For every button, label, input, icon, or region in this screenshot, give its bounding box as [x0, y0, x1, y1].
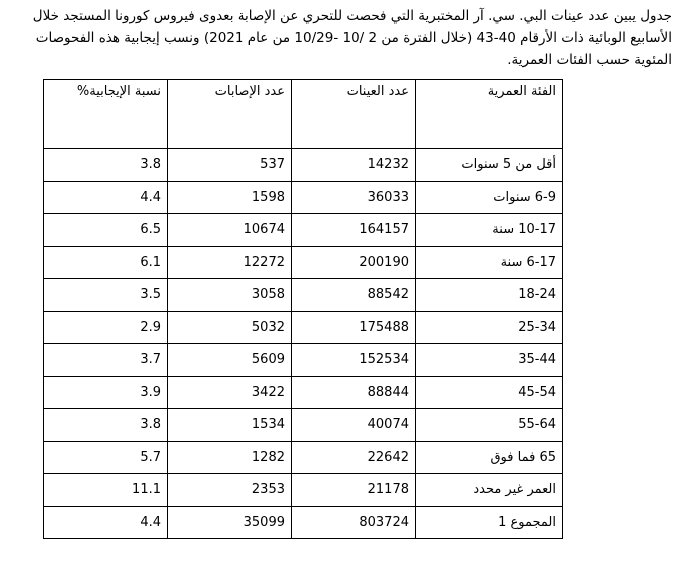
samples-cell: 40074: [292, 409, 416, 442]
positivity-cell: 6.5: [44, 214, 168, 247]
positivity-cell: 6.1: [44, 246, 168, 279]
cases-cell: 10674: [168, 214, 292, 247]
table-row: [44, 409, 563, 442]
caption-line: المئوية حسب الفئات العمرية.: [507, 52, 672, 68]
positivity-cell: 4.4: [44, 181, 168, 214]
table-caption: [32, 5, 672, 71]
age-group-cell: 18-24: [416, 279, 563, 312]
table-row-total: [44, 506, 563, 539]
age-group-cell: 55-64: [416, 409, 563, 442]
samples-cell: 88542: [292, 279, 416, 312]
age-group-cell: 6-17 سنة: [416, 246, 563, 279]
header-cases: عدد الإصابات: [168, 80, 292, 149]
caption-line: جدول يبين عدد عينات البي. سي. آر المختبرية التي فحصت للتحري عن الإصابة بعدوى فيروس كورونا المستجد خلال: [32, 8, 672, 24]
samples-cell: 21178: [292, 474, 416, 507]
table-header-row: [44, 80, 563, 149]
table-row: [44, 181, 563, 214]
samples-cell: 36033: [292, 181, 416, 214]
table-row: [44, 149, 563, 182]
age-group-cell: 25-34: [416, 311, 563, 344]
table-row: [44, 246, 563, 279]
positivity-cell: 3.7: [44, 344, 168, 377]
cases-cell: 5032: [168, 311, 292, 344]
age-group-cell: المجموع 1: [416, 506, 563, 539]
cases-cell: 1598: [168, 181, 292, 214]
samples-cell: 152534: [292, 344, 416, 377]
positivity-cell: 2.9: [44, 311, 168, 344]
cases-cell: 1534: [168, 409, 292, 442]
positivity-cell: 5.7: [44, 441, 168, 474]
table-row: [44, 279, 563, 312]
age-group-cell: 6-9 سنوات: [416, 181, 563, 214]
age-group-cell: 45-54: [416, 376, 563, 409]
cases-cell: 3058: [168, 279, 292, 312]
header-positivity: نسبة الإيجابية%: [44, 80, 168, 149]
age-group-cell: العمر غير محدد: [416, 474, 563, 507]
table-row: [44, 344, 563, 377]
table-row: [44, 376, 563, 409]
header-age-group: الفئة العمرية: [416, 80, 563, 149]
positivity-cell: 3.8: [44, 409, 168, 442]
cases-cell: 12272: [168, 246, 292, 279]
table-row: [44, 441, 563, 474]
cases-cell: 2353: [168, 474, 292, 507]
caption-line: الأسابيع الوبائية ذات الأرقام 40-43 (خلال الفترة من 2 /10 -10/29 من عام 2021) ونسب إيجابية هذه الفحوصات: [35, 30, 672, 46]
samples-cell: 14232: [292, 149, 416, 182]
cases-cell: 3422: [168, 376, 292, 409]
positivity-cell: 3.5: [44, 279, 168, 312]
positivity-cell: 4.4: [44, 506, 168, 539]
age-group-cell: 65 فما فوق: [416, 441, 563, 474]
table-row: [44, 474, 563, 507]
age-group-cell: أقل من 5 سنوات: [416, 149, 563, 182]
age-group-table: [43, 79, 563, 539]
cases-cell: 5609: [168, 344, 292, 377]
samples-cell: 803724: [292, 506, 416, 539]
positivity-cell: 11.1: [44, 474, 168, 507]
samples-cell: 164157: [292, 214, 416, 247]
samples-cell: 22642: [292, 441, 416, 474]
age-group-cell: 35-44: [416, 344, 563, 377]
samples-cell: 88844: [292, 376, 416, 409]
samples-cell: 200190: [292, 246, 416, 279]
table-row: [44, 214, 563, 247]
samples-cell: 175488: [292, 311, 416, 344]
age-group-cell: 10-17 سنة: [416, 214, 563, 247]
cases-cell: 35099: [168, 506, 292, 539]
cases-cell: 537: [168, 149, 292, 182]
positivity-cell: 3.9: [44, 376, 168, 409]
positivity-cell: 3.8: [44, 149, 168, 182]
table-row: [44, 311, 563, 344]
cases-cell: 1282: [168, 441, 292, 474]
header-samples: عدد العينات: [292, 80, 416, 149]
